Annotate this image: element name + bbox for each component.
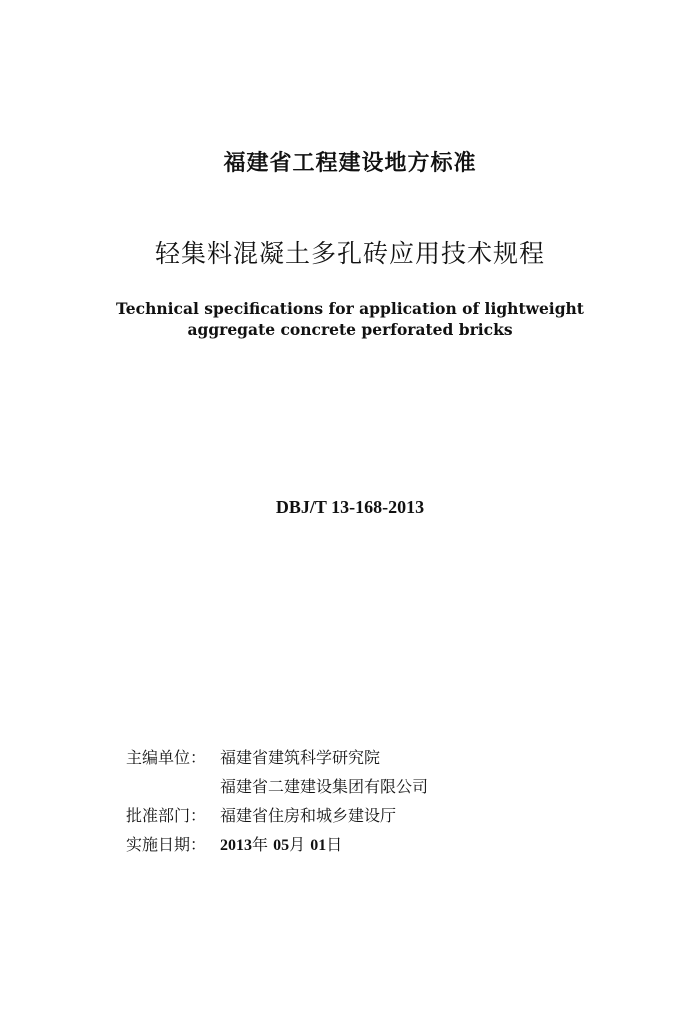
date-day: 01 [310,837,327,854]
standard-code: DBJ/T 13-168-2013 [275,497,425,517]
standard-series-title: 福建省工程建设地方标准 [223,151,477,176]
english-title-line-2: aggregate concrete perforated bricks [187,320,513,339]
effective-date-label: 实施日期： [126,835,207,854]
document-title-chinese: 轻集料混凝土多孔砖应用技术规程 [154,239,545,268]
date-month-unit: 月 [289,835,311,854]
editor-label: 主编单位： [126,748,207,767]
editor-row-2 [126,772,428,801]
editor-row [126,743,428,772]
approver-label: 批准部门： [126,806,207,825]
effective-date [220,830,342,859]
editor-organization-1: 福建省建筑科学研究院 [220,748,381,767]
date-day-unit: 日 [326,835,343,854]
publication-info [126,743,428,859]
document-title-english [0,298,700,340]
approver-department: 福建省住房和城乡建设厅 [220,806,397,825]
date-year-unit: 年 [252,835,274,854]
date-year: 2013 [220,837,252,854]
editor-label-spacer [126,772,220,801]
effective-date-row [126,830,428,859]
date-month: 05 [273,837,290,854]
english-title-line-1: Technical specifications for application of lightweight [116,299,584,318]
editor-organization-2: 福建省二建建设集团有限公司 [220,777,429,796]
approver-row [126,801,428,830]
